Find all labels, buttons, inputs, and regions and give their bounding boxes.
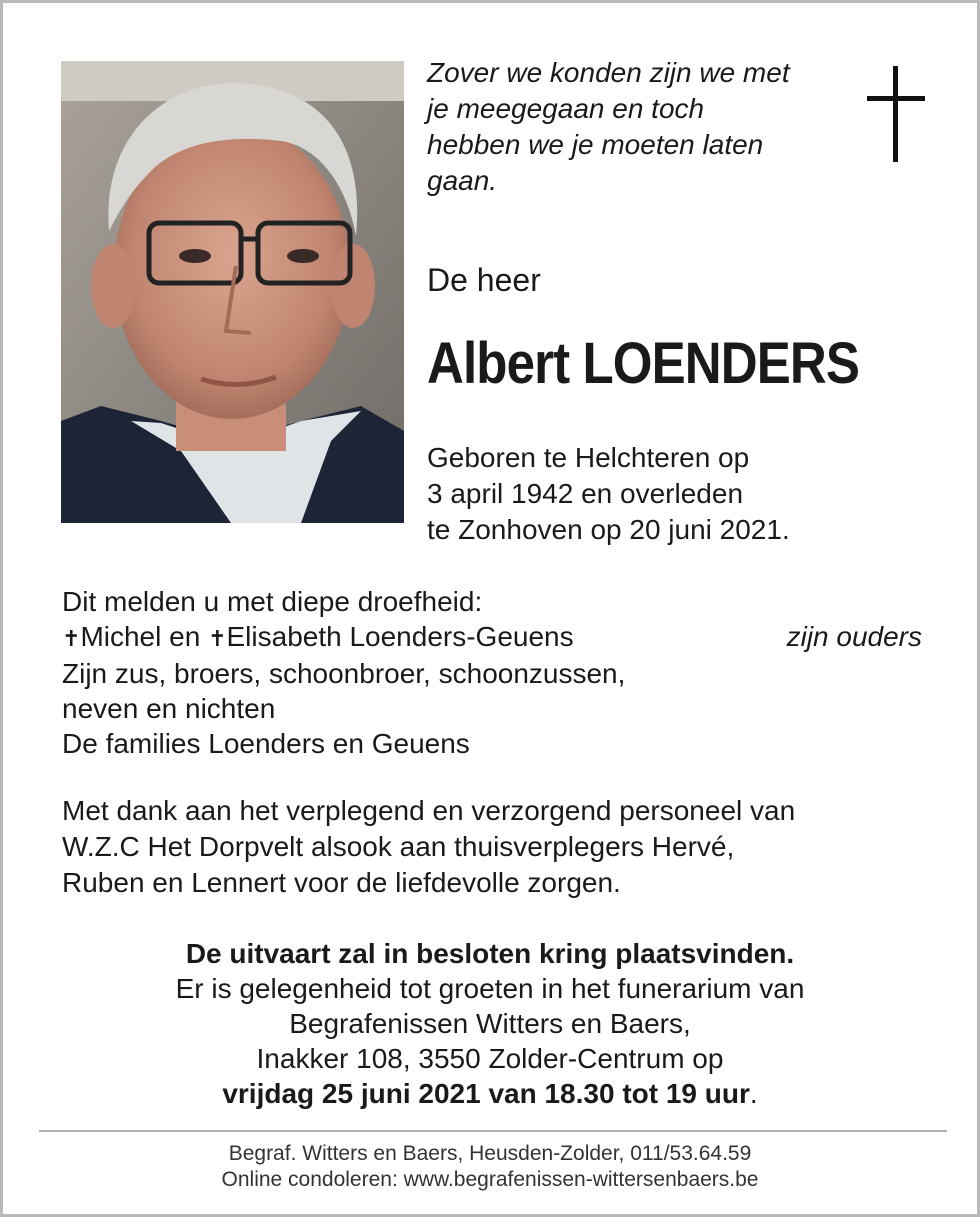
footer-divider — [39, 1130, 947, 1132]
thanks-line: Ruben en Lennert voor de liefdevolle zorgen. — [62, 867, 621, 898]
thanks-line: Met dank aan het verplegend en verzorgend personeel van — [62, 795, 796, 826]
funeral-date-end: . — [749, 1078, 758, 1109]
family-line: De families Loenders en Geuens — [62, 728, 470, 759]
family-intro: Dit melden u met diepe droefheid: — [62, 586, 483, 617]
funeral-date-line — [3, 1076, 977, 1111]
funeral-section — [3, 936, 977, 1111]
deceased-name: Albert LOENDERS — [427, 331, 860, 396]
footer-contact: Begraf. Witters en Baers, Heusden-Zolder, 011/53.64.59 — [228, 1142, 752, 1165]
footer — [3, 1141, 977, 1193]
parent-first: Michel en — [80, 621, 209, 652]
cross-icon — [867, 66, 925, 162]
birth-line: Geboren te Helchteren op — [427, 442, 750, 473]
birth-death-info — [427, 440, 790, 548]
parents-row — [62, 619, 922, 656]
funeral-headline: De uitvaart zal in besloten kring plaatsvinden. — [185, 938, 795, 969]
quote-line: gaan. — [427, 165, 498, 196]
dagger-icon: ✝ — [208, 626, 227, 651]
parents-names — [62, 619, 574, 656]
family-line: Zijn zus, broers, schoonbroer, schoonzussen, — [62, 658, 626, 689]
thanks-section — [62, 793, 932, 901]
thanks-line: W.Z.C Het Dorpvelt alsook aan thuisverplegers Hervé, — [62, 831, 735, 862]
funeral-line: Inakker 108, 3550 Zolder-Centrum op — [256, 1043, 724, 1074]
quote-line: Zover we konden zijn we met — [427, 57, 790, 88]
quote-line: hebben we je moeten laten — [427, 129, 764, 160]
footer-website: Online condoleren: www.begrafenissen-wittersenbaers.be — [221, 1168, 759, 1191]
portrait-photo — [61, 61, 404, 523]
memorial-quote — [427, 55, 847, 199]
parent-second: Elisabeth Loenders-Geuens — [226, 621, 574, 652]
funeral-line: Er is gelegenheid tot groeten in het funerarium van — [175, 973, 805, 1004]
quote-line: je meegegaan en toch — [427, 93, 705, 124]
funeral-line: Begrafenissen Witters en Baers, — [289, 1008, 691, 1039]
dagger-icon: ✝ — [62, 626, 81, 651]
birth-line: te Zonhoven op 20 juni 2021. — [427, 514, 790, 545]
funeral-date: vrijdag 25 juni 2021 van 18.30 tot 19 uur — [222, 1078, 750, 1109]
parents-relation: zijn ouders — [786, 621, 922, 652]
family-line: neven en nichten — [62, 693, 276, 724]
honorific: De heer — [427, 262, 541, 298]
birth-line: 3 april 1942 en overleden — [427, 478, 744, 509]
family-section — [62, 584, 922, 761]
